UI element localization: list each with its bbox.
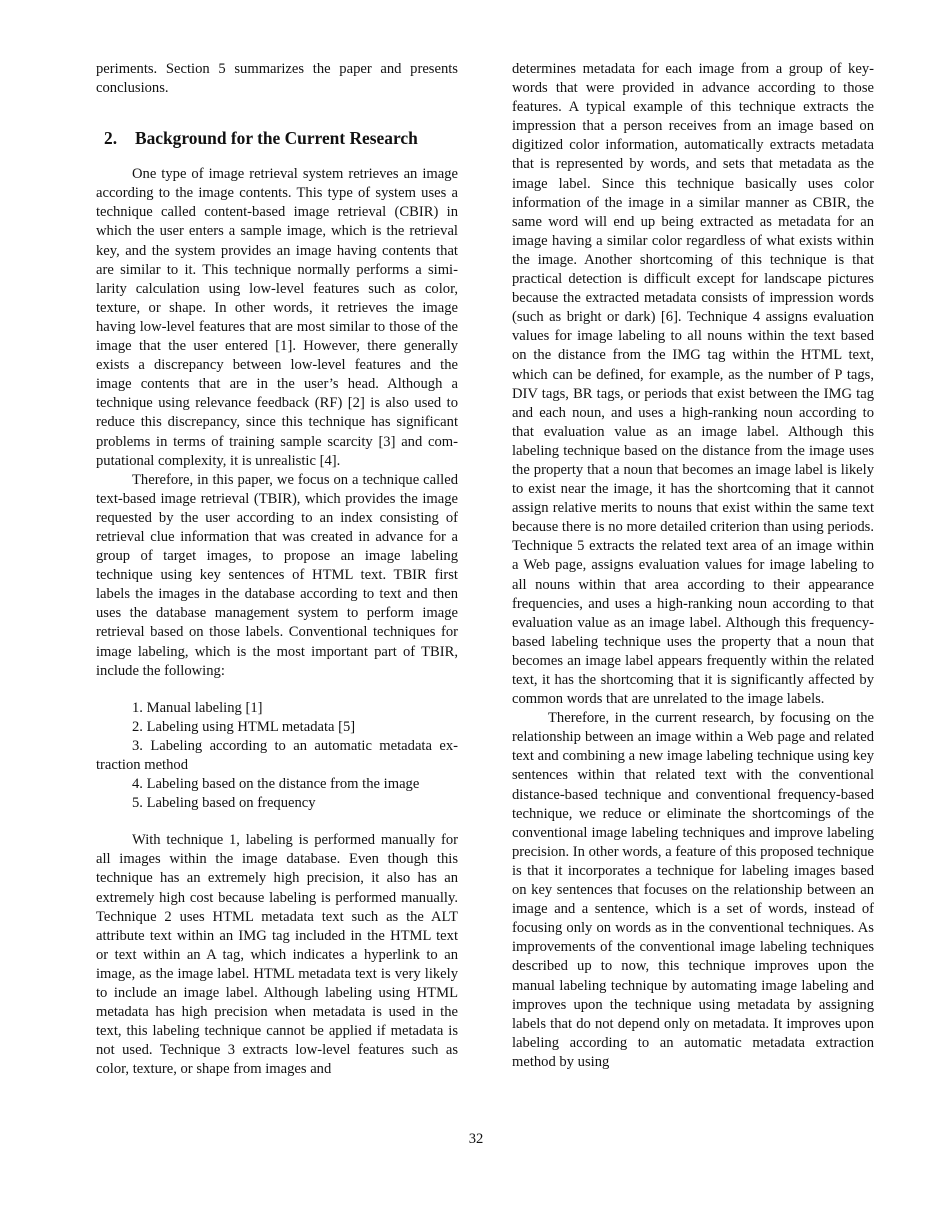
section-title: Background for the Current Research <box>135 128 418 149</box>
continuation-paragraph: determines metadata for each image from a group of keywords that were provided in advance according to those features. A typical example of this technique extracts the impression that a person receives from an image based on digitized color information, automatically extracts metadata that is represented by words, and sets that metadata as the image label. Since this technique basically uses color information of the image in a similar manner as CBIR, the same word will end up being extracted as metadata for an image having a similar color regardless of what exists within the image. Another shortcoming of this technique is that practical detection is difficult except for landscape pictures because the extracted metadata consists of impression words (such as bright or dark) [6]. Technique 4 assigns evaluation values for image labeling to all nouns within the text based on the distance from the IMG tag within the HTML text, which can be defined, for example, as the number of P tags, DIV tags, BR tags, or periods that exist between the IMG tag and each noun, and uses a high-ranking noun according to that evaluation value as an image label. Although this labeling technique based on the distance from the image uses the property that a noun that becomes an image label is likely to exist near the image, it has the shortcoming that it cannot assign relative merits to nouns that exist within the same text because there is no more detailed criterion than using periods. Technique 5 extracts the related text area of an image within a Web page, assigns evaluation values for image labeling to all nouns within that area according to their appearance frequencies, and uses a high-ranking noun according to that evaluation value as an image label. Although this frequency-based labeling technique uses the property that a noun that becomes an image label appears frequently within the related text, it has the shortcoming that it is significantly affected by common words that are unrelated to the image labels. <box>512 61 874 708</box>
lead-paragraph: periments. Section 5 summarizes the paper and presents conclusions. <box>96 61 458 97</box>
list-item: 3. Labeling according to an automatic metadata extraction method <box>96 737 458 773</box>
body-paragraph: Therefore, in this paper, we focus on a technique called text-based image retrieval (TBIR), which provides the image requested by the user according to an index consisting of retrieval clue information that was created in advance for a group of target images, to propose an image labeling technique using key sentences of HTML text. TBIR first labels the images in the database according to text and then uses the database management system to perform image retrieval based on those labels. Conventional techniques for image labeling, which is the most important part of TBIR, include the following: <box>96 471 458 679</box>
section-heading <box>96 127 458 149</box>
list-item: 5. Labeling based on frequency <box>132 795 316 812</box>
list-item: 2. Labeling using HTML metadata [5] <box>132 718 356 735</box>
list-item: 1. Manual labeling [1] <box>132 699 263 716</box>
technique-list <box>96 699 458 814</box>
body-paragraph: One type of image retrieval system retrieves an image according to the image contents. This type of system uses a technique called content-based image retrieval (CBIR) in which the user enters a sample image, which is the retrieval key, and the system provides an image having contents that are similar to it. This technique normally performs a similarity calculation using low-level features such as color, texture, or shape. In other words, it retrieves the image having low-level features that are most similar to those of the image that the user entered [1]. However, there generally exists a discrepancy between low-level features and the image contents that are in the user’s head. Although a technique using relevance feedback (RF) [2] is also used to reduce this discrepancy, since this technique has significant problems in terms of training sample scarcity [3] and computational complexity, it is unrealistic [4]. <box>96 166 458 469</box>
list-item: 4. Labeling based on the distance from the image <box>132 776 420 793</box>
body-paragraph: With technique 1, labeling is performed manually for all images within the image database. Even though this technique has an extremely high precision, it also has an extremely high cost because labeling is performed manually. Technique 2 uses HTML metadata text such as the ALT attribute text within an IMG tag included in the HTML text or text within an A tag, which indicates a hyperlink to an image, as the image label. HTML metadata text is very likely to include an image label. Although labeling using HTML metadata has high precision when metadata is used in the text, this labeling technique cannot be applied if metadata is not used. Technique 3 extracts low-level features such as color, texture, or shape from images and <box>96 832 458 1078</box>
right-column <box>512 60 874 1072</box>
page-number: 32 <box>468 1131 484 1147</box>
section-number: 2. <box>104 128 118 149</box>
body-paragraph: Therefore, in the current research, by focusing on the relationship between an image within a Web page and related text and combining a new image labeling technique using key sentences within that related text with the conventional distance-based technique and conventional frequency-based technique, we reduce or eliminate the shortcomings of the conventional image labeling techniques and improve labeling precision. In other words, a feature of this proposed technique is that it incorporates a technique for labeling images based on key sentences that focuses on the relationship between an image and a sentence, which is a set of words, instead of focusing only on words as in the conventional techniques. As improvements of the conventional image labeling techniques described up to now, this technique improves upon the manual labeling technique by automating image labeling and improves upon the technique using metadata by assigning labels that do not depend only on metadata. It improves upon labeling according to an automatic metadata extraction method by using <box>512 710 874 1070</box>
left-column <box>96 60 458 1080</box>
